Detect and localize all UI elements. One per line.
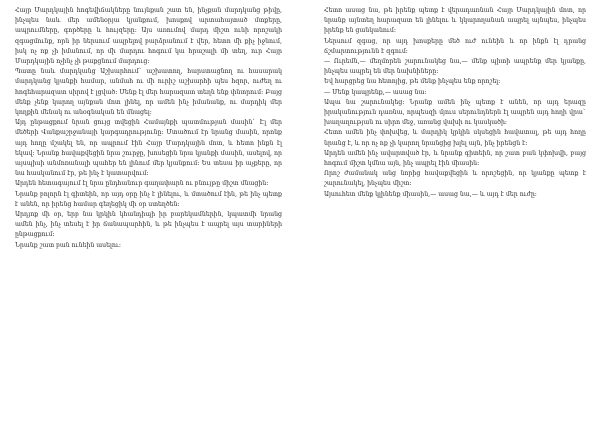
paragraph: — Ուրեմն,— մեղմորեն շարունակեց նա,— մենք պիտի ապրենք մեր կյանքը, ինչպես ապրել են մեր նախնիները: [324, 58, 586, 76]
right-column [324, 6, 586, 424]
left-column [15, 6, 282, 424]
paragraph: Հետո ամեն ինչ փոխվեց, և մարդիկ կրկին սկսեցին հավատալ, թե այդ հողը նրանց է, և որ ոչ ոք չի կարող նրանցից խլել այն, ինչ իրենցն է: [324, 129, 586, 147]
paragraph: Եվ հարցրեց նա հետոյից, թե մենք ինչպես ենք որոշել: [324, 78, 501, 86]
paragraph: Հետո ասաց նա, թե իրենք պետք է վերադառնան Հայր Մարդկային մոտ, որ նրանք այնտեղ հարազատ են լինելու և կկարողանան ապրել այնպես, ինչպես իրենք են ցանկանում: [324, 7, 586, 35]
paragraph: Որոշ ժամանակ անց նորից հավաքվեցին և որոշեցին, որ կյանքը պետք է շարունակել, ինչպես միշտ: [324, 170, 586, 188]
paragraph: Արդեն հետագայում էլ նրա ընդհանուր գաղափարն ու բնույթը միշտ մնացին: [15, 180, 269, 188]
paragraph: Արդյոք մի օր, երբ նա կրկին կհանդիպի իր բարեկամներին, կպատմի նրանց ամեն ինչ, ինչ տեսել է իր ճանապարհին, և թե ինչպես է ապրել այս տարիների ընթացքում: [15, 211, 282, 239]
paragraph: Արդեն ամեն ինչ ավարտված էր, և նրանք գիտեին, որ շատ բան կփոխվի, բայց հոգում միշտ կմնա այն, ինչ ապրել էին միասին: [324, 149, 586, 168]
paragraph: Պատը նաև մարդկանց Աշխարհում` աշխատող, հարստացնող ու հասարակ մարդկանց կյանքի համար, անմահ ու մի ուրիշ աշխարհի պես հզոր, ուժեղ ու հոգեհարազատ սիրով է լցված: Մենք էլ մեր հարազատ տեղն ենք փնտրում: Բայց մենք չենք կարող այնքան մոտ լինել, որ ամեն ինչ իմանանք, ու մարդիկ մեր կողքին մենակ ու անօգնական են մնացել: [15, 68, 282, 117]
paragraph: Նրանք շատ բան ունեին ասելու: [15, 241, 122, 249]
paragraph: Նրանք բոլորն էլ գիտեին, որ այդ օրը ինչ է լինելու, և մտածում էին, թե ինչ պետք է անեն, որ իրենց համար գեղեցիկ մի օր ստեղծեն: [15, 190, 282, 208]
paragraph: Այսուհետ մենք կլինենք միասին,— ասաց նա,— և այդ է մեր ուժը: [324, 190, 537, 198]
paragraph: Այդ ընթացքում նրան ցույց տվեցին Համայնքի պատմության մասին` Էլ մեր մեծերի Վանքաշրջանայի կարգադրությունը: Մտածում էր նրանց մասին, որոնք այդ հողը մշակել են, որ ապրում էին Հայր Մարդկային մոտ, և հետո ինքն էլ եկավ: Նրանք հավաքվեցին նրա շուրջը, խոսեցին նրա կյանքի մասին, ասելով, որ այսպիսի անմոռանալի պահեր են լինում մեր կյանքում: Ես տեսա իր աչքերը, որ նա հասկանում էր, թե ինչ է կատարվում: [15, 119, 282, 178]
paragraph: Ապա նա շարունակեց: Նրանք ամեն ինչ պետք է անեն, որ այդ երազը իրականություն դառնա, որպեսզի մյուս սերունդներն էլ ապրեն այդ հողի վրա` խաղաղության ու սիրո մեջ, առանց վախի ու կասկածի: [324, 98, 586, 127]
paragraph: — Մենք կապրենք,— ասաց նա: [324, 88, 427, 96]
paragraph: Ներսում զգաց, որ այդ խոսքերը մեծ ուժ ունեին և որ ինքն էլ դրանց ճշմարտությունն է զգում: [324, 37, 586, 55]
paragraph: Հայր Մարդկային հոգեվիճակները նույնքան շատ են, ինչքան մարդկանց թիվը, ինչպես նաև մեր ամենօրյա կյանքում, խոսքով արտահայտած մտքերը, ապրումները, գործերը և հույզերը: Այս առումով մարդ միշտ ունի որոշակի զգացմունք, որն իր ներսում ապրելով բարձրանում է վեր, հետո մի քիչ իջնում, իսկ ոչ ոք չի իմանում, որ մի մարդու հոգում կա հրաշալի մի տեղ, ուր Հայր Մարդկային ոչինչ չի թաքցնում մարդուց: [15, 7, 282, 66]
